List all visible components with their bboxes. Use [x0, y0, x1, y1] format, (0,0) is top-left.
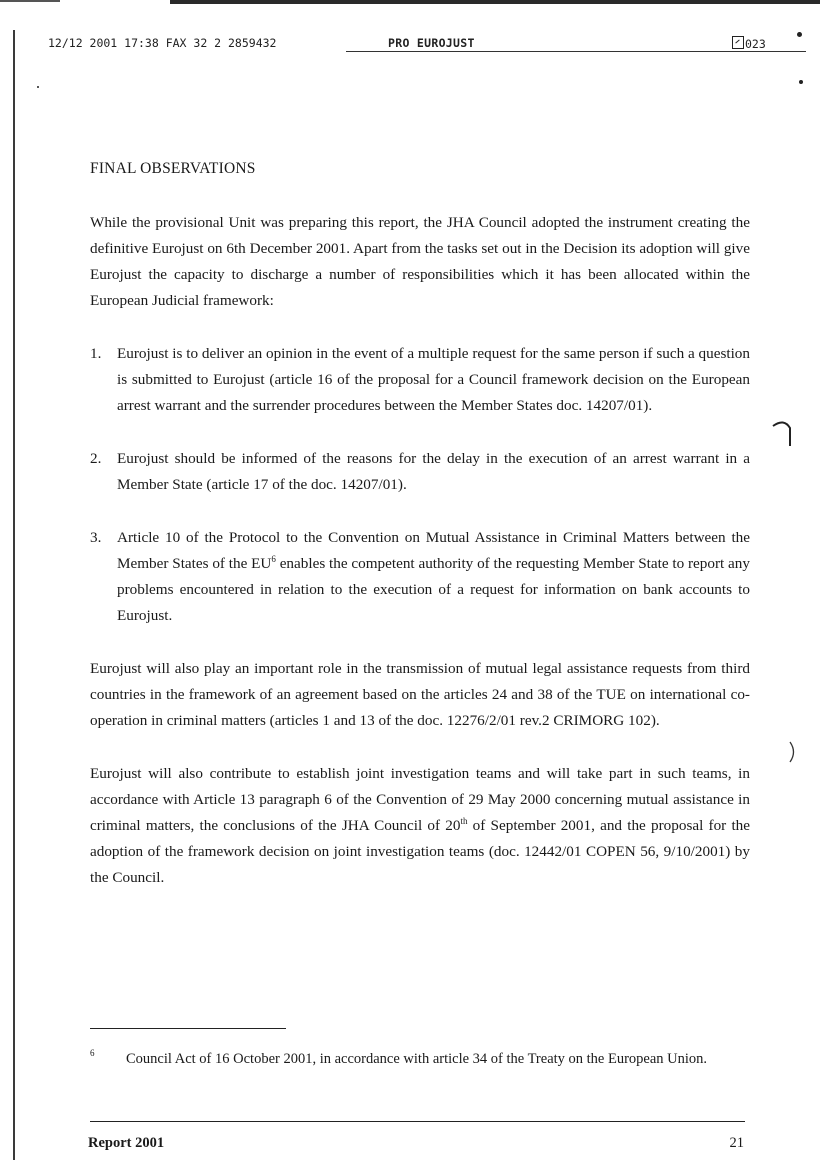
list-item-number: 2.	[90, 450, 102, 467]
scan-left-border-line	[13, 30, 15, 1160]
margin-bracket-mark	[770, 418, 796, 448]
list-item-text-part: enables the competent authority of the requesting Member State to report any problems encountered in relation to the execution of a request for information on bank accounts to Eurojust.	[117, 555, 750, 624]
footer-page-number: 21	[729, 1135, 744, 1151]
ordinal-suffix: th	[460, 816, 468, 826]
paragraph-text-part: of September 2001, and the proposal for the adoption of the framework decision on joint investigation teams (doc. 12442/01 COPEN 56, 9/10/2001) by the Council.	[90, 817, 751, 886]
fax-header	[48, 36, 788, 56]
fax-header-rule	[346, 51, 806, 52]
intro-paragraph: While the provisional Unit was preparing this report, the JHA Council adopted the instrument creating the definitive Eurojust on 6th December 2001. Apart from the tasks set out in the Decision its adoption will give Eurojust the capacity to discharge a number of responsibilities which it has been allocated within the European Judicial framework:	[90, 214, 750, 309]
footnote-reference: 6	[271, 554, 276, 564]
scan-top-border-line	[170, 0, 820, 4]
list-item-text	[117, 529, 750, 624]
section-heading: FINAL OBSERVATIONS	[90, 160, 256, 177]
list-item	[90, 446, 750, 498]
footnote	[90, 1046, 740, 1072]
list-item	[90, 525, 750, 629]
footer-rule	[90, 1121, 745, 1122]
footer-report-title: Report 2001	[88, 1135, 165, 1151]
paragraph-text-part: Eurojust will also contribute to establish joint investigation teams and will take part in such teams, in accordance with Article 13 paragraph 6 of the Convention of 29 May 2000 concerning mutual assistance in criminal matters, the conclusions of the JHA Council of 20	[90, 765, 750, 834]
margin-paren-mark	[787, 740, 799, 764]
footnote-number: 6	[90, 1048, 95, 1058]
fax-header-sender: PRO EUROJUST	[388, 36, 475, 50]
fax-header-page	[732, 36, 766, 51]
list-item-number: 3.	[90, 529, 102, 546]
responsibilities-list	[90, 341, 750, 629]
footnote-rule	[90, 1028, 286, 1029]
fax-page-number: 023	[745, 37, 766, 51]
transmission-paragraph: Eurojust will also play an important role in the transmission of mutual legal assistance requests from third countries in the framework of an agreement based on the articles 24 and 38 of the TUE on international co-operation in criminal matters (articles 1 and 13 of the doc. 12276/2/01 rev.2 CRIMORG 102).	[90, 660, 750, 729]
scan-top-stub-line	[0, 0, 60, 2]
list-item-text-part: Article 10 of the Protocol to the Convention on Mutual Assistance in Criminal Matters between the Member States of the EU	[117, 529, 750, 572]
list-item-text: Eurojust is to deliver an opinion in the event of a multiple request for the same person if such a question is submitted to Eurojust (article 16 of the proposal for a Council framework decision on the European arrest warrant and the surrender procedures between the Member States doc. 14207/01).	[117, 345, 750, 414]
list-item-number: 1.	[90, 345, 102, 362]
scan-speck-dot	[37, 86, 39, 88]
list-item	[90, 341, 750, 419]
fax-page-icon	[732, 36, 744, 49]
scan-speck-dot	[799, 80, 803, 84]
footnote-text: Council Act of 16 October 2001, in accordance with article 34 of the Treaty on the European Union.	[126, 1051, 708, 1067]
scan-speck-dot	[797, 32, 802, 37]
document-body	[90, 156, 750, 918]
joint-teams-paragraph	[90, 761, 750, 891]
list-item-text: Eurojust should be informed of the reasons for the delay in the execution of an arrest warrant in a Member State (article 17 of the doc. 14207/01).	[117, 450, 750, 493]
fax-header-datetime: 12/12 2001 17:38 FAX 32 2 2859432	[48, 36, 277, 50]
